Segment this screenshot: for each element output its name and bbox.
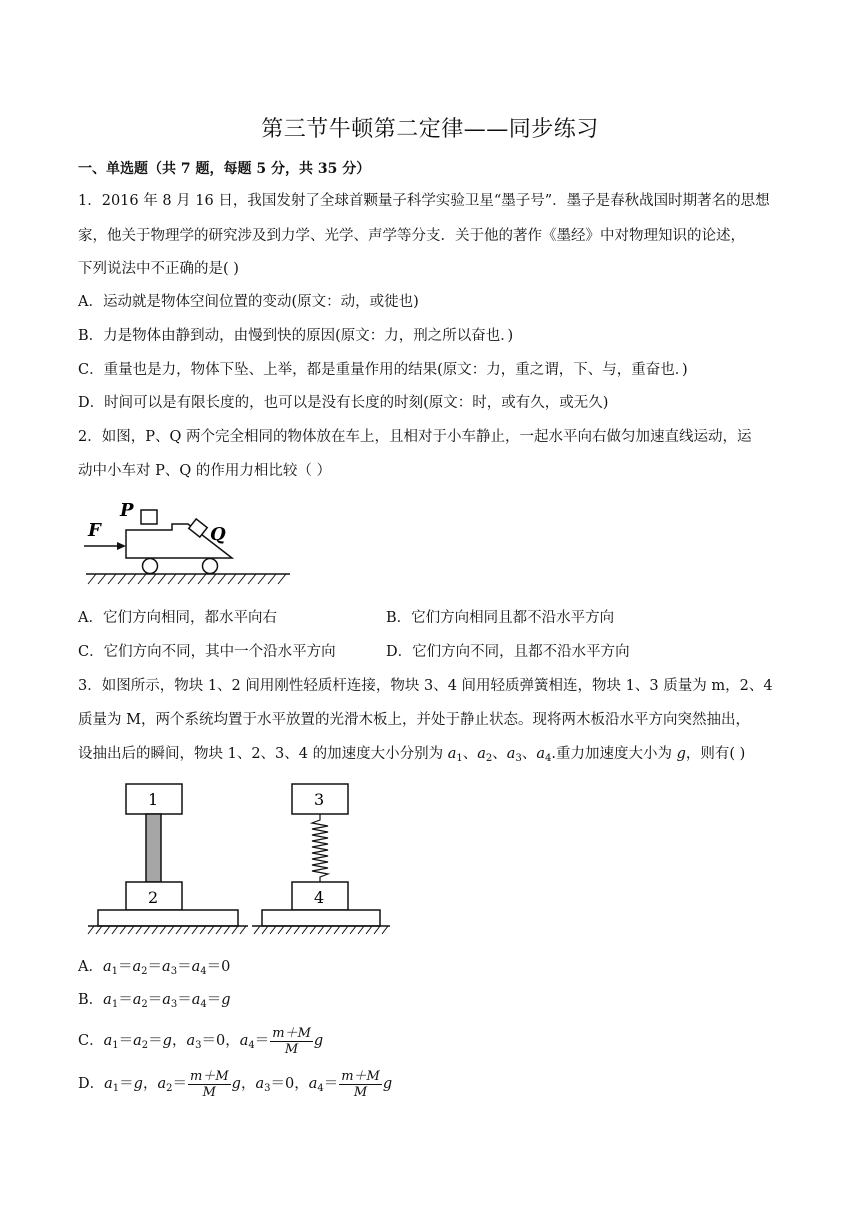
q3-stem-line3: 设抽出后的瞬间，物块 1、2、3、4 的加速度大小分别为 $a_1$、$a_2$、$a_3$、$a_4$.重力加速度大小为 g，则有( ) bbox=[78, 746, 746, 764]
label-f: F bbox=[88, 520, 101, 541]
fraction: $\frac{m+M}{M}$ bbox=[190, 1068, 229, 1100]
label-block-4: 4 bbox=[314, 888, 325, 907]
rigid-rod bbox=[146, 814, 161, 882]
block-p bbox=[141, 510, 157, 524]
label-block-1: 1 bbox=[148, 790, 159, 809]
board-left bbox=[98, 910, 238, 926]
q3-option-a: A．$a_1=a_2=a_3=a_4=0$ bbox=[78, 959, 231, 977]
q1-option-a: A．运动就是物体空间位置的变动(原文：动，或徙也) bbox=[78, 294, 419, 310]
q2-option-c: C．它们方向不同，其中一个沿水平方向 bbox=[78, 644, 336, 660]
label-block-3: 3 bbox=[314, 790, 325, 809]
ground-hatching bbox=[88, 574, 286, 584]
page-title: 第三节牛顿第二定律——同步练习 bbox=[261, 117, 599, 142]
q3-option-d: D．$a_1=g$，$a_2=$ $\frac{m+M}{M}$ g，$a_3=0$，$a_4=$ $\frac{m+M}{M}$ g bbox=[78, 1068, 393, 1100]
force-arrowhead bbox=[117, 542, 126, 550]
q1-option-b: B．力是物体由静到动，由慢到快的原因(原文：力，刑之所以奋也．) bbox=[78, 328, 514, 344]
ground-hatching-right bbox=[254, 926, 388, 934]
q1-option-c: C．重量也是力，物体下坠、上举，都是重量作用的结果(原文：力，重之谓，下、与，重奋也．) bbox=[78, 362, 688, 378]
q1-stem-line3: 下列说法中不正确的是( ) bbox=[78, 261, 239, 277]
q2-option-b: B．它们方向相同且都不沿水平方向 bbox=[386, 610, 615, 626]
wheel-right bbox=[203, 559, 218, 574]
fraction: $\frac{m+M}{M}$ bbox=[272, 1025, 311, 1057]
q3-option-b: B．$a_1=a_2=a_3=a_4=g$ bbox=[78, 992, 231, 1010]
q3-stem-line2: 质量为 M，两个系统均置于水平放置的光滑木板上，并处于静止状态。现将两木板沿水平方向突然抽出， bbox=[78, 712, 750, 728]
section-heading: 一、单选题（共 7 题，每题 5 分，共 35 分） bbox=[78, 161, 371, 177]
q3-figure-blocks bbox=[86, 782, 396, 938]
fraction: $\frac{m+M}{M}$ bbox=[341, 1068, 380, 1100]
q2-figure-cart bbox=[78, 496, 298, 592]
q2-stem-line1: 2．如图，P、Q 两个完全相同的物体放在车上，且相对于小车静止，一起水平向右做匀加速直线运动，运 bbox=[78, 429, 752, 445]
q1-option-d: D．时间可以是有限长度的，也可以是没有长度的时刻(原文：时，或有久，或无久) bbox=[78, 395, 609, 411]
q3-option-c: C．$a_1=a_2=g$，$a_3=0$，$a_4=$ $\frac{m+M}{M}$ g bbox=[78, 1025, 324, 1057]
label-block-2: 2 bbox=[148, 888, 159, 907]
q2-option-a: A．它们方向相同，都水平向右 bbox=[78, 610, 277, 626]
wheel-left bbox=[143, 559, 158, 574]
spring bbox=[312, 814, 328, 882]
board-right bbox=[262, 910, 380, 926]
ground-hatching-left bbox=[88, 926, 246, 934]
q3-stem-line1: 3．如图所示，物块 1、2 间用刚性轻质杆连接，物块 3、4 间用轻质弹簧相连，物块 1、3 质量为 m，2、4 bbox=[78, 678, 773, 694]
q1-stem-line1: 1．2016 年 8 月 16 日，我国发射了全球首颗量子科学实验卫星“墨子号”．墨子是春秋战国时期著名的思想 bbox=[78, 193, 770, 209]
q2-stem-line2: 动中小车对 P、Q 的作用力相比较（ ） bbox=[78, 463, 331, 479]
label-p: P bbox=[120, 500, 134, 521]
q2-option-d: D．它们方向不同，且都不沿水平方向 bbox=[386, 644, 630, 660]
q1-stem-line2: 家，他关于物理学的研究涉及到力学、光学、声学等分支．关于他的著作《墨经》中对物理知识的论述， bbox=[78, 228, 745, 244]
label-q: Q bbox=[210, 524, 226, 545]
